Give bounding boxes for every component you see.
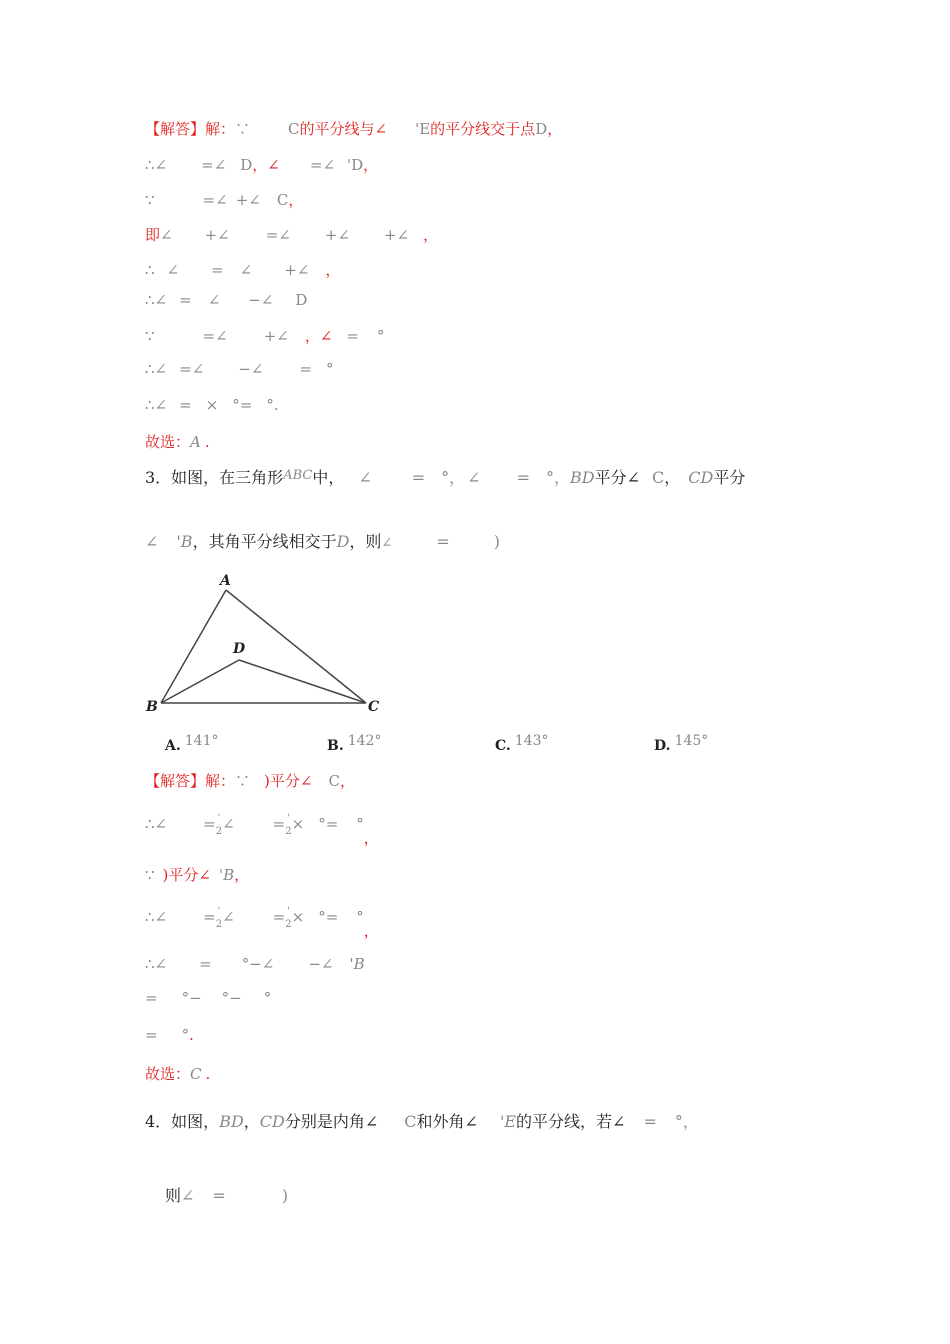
solution2-line7: ∵ =∠ +∠ ，∠ = ° — [145, 327, 385, 345]
solution2-line6: ∴∠ = ∠ −∠ D — [145, 291, 308, 309]
because-symbol: ∵ — [235, 120, 251, 138]
solution3-line4: ∴∠ = ' 2∠ = ' 2× °= °， — [145, 906, 379, 940]
vertex-label-c: C — [368, 699, 380, 715]
question3-number: 3．如图，在三角形 — [145, 468, 284, 487]
option-c[interactable]: C. 143° — [495, 733, 549, 754]
triangle-figure — [140, 565, 390, 720]
solution3-line3: ∵ )平分∠ 'B， — [145, 866, 250, 884]
solution3-line5: ∴∠ = °−∠ −∠ 'B — [145, 955, 365, 973]
solution3-line7: = °. — [145, 1026, 194, 1044]
answer-tag: 【解答】解： — [145, 772, 236, 790]
solution3-line8: 故选：C . — [145, 1065, 211, 1083]
answer-tag: 【解答】解： — [145, 120, 236, 138]
solution2-line3: ∵ =∠ +∠ C， — [145, 191, 304, 209]
fraction-half: ' 2 — [215, 813, 223, 837]
triangle-lines — [161, 590, 366, 703]
vertex-label-b: B — [146, 699, 158, 715]
solution3-line2: ∴∠ = ' 2∠ = ' 2× °= °， — [145, 813, 379, 847]
question4-line2: 则∠ = ) — [165, 1186, 289, 1205]
solution3-line6: = °− °− ° — [145, 989, 272, 1007]
fraction-half: ' 2 — [215, 906, 223, 930]
vertex-label-a: A — [220, 573, 231, 589]
option-a[interactable]: A. 141° — [165, 733, 219, 754]
solution2-line9: ∴∠ = × °= °. — [145, 396, 279, 414]
question3-line2: ∠ 'B，其角平分线相交于D，则∠ = ) — [145, 532, 500, 551]
option-b[interactable]: B. 142° — [327, 733, 382, 754]
vertex-label-d: D — [233, 641, 246, 657]
solution2-line10: 故选：A . — [145, 433, 210, 451]
solution2-line8: ∴∠ =∠ −∠ = ° — [145, 360, 334, 378]
question4-line1: 4．如图，BD，CD分别是内角∠ C和外角∠ 'E的平分线，若∠ = °， — [145, 1112, 699, 1131]
option-d[interactable]: D. 145° — [654, 733, 709, 754]
question4-number: 4．如图， — [145, 1112, 220, 1131]
solution2-line2: ∴∠ =∠ D，∠ =∠ 'D， — [145, 156, 379, 174]
solution2-line4: 即∠ +∠ =∠ +∠ +∠ ， — [145, 226, 439, 244]
solution2-line5: ∴ ∠ = ∠ +∠ ， — [145, 261, 341, 279]
solution3-line1: 【解答】解：∵ )平分∠ C， — [145, 772, 355, 790]
fraction-half: ' 2 — [285, 813, 292, 837]
question3-line1: 3．如图，在三角形$^{ABC}$中， ∠ = °， ∠ = °，BD平分∠ C， CD平分 — [145, 468, 746, 487]
fraction-half: ' 2 — [285, 906, 292, 930]
solution2-line1: 【解答】解：∵ C的平分线与∠ 'E的平分线交于点D， — [145, 120, 563, 138]
